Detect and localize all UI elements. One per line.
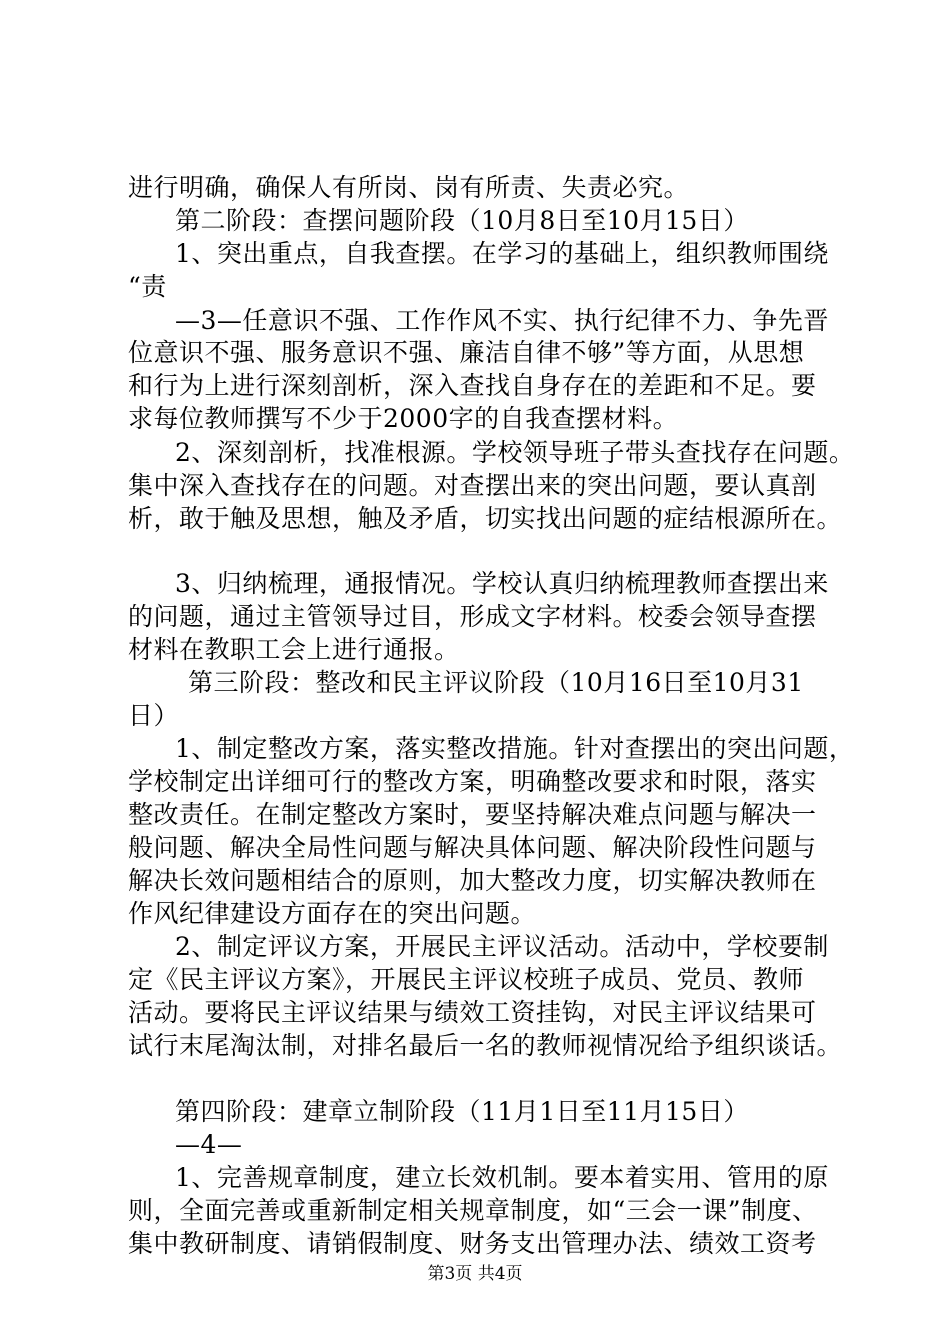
text-line: 作风纪律建设方面存在的突出问题。 bbox=[128, 899, 537, 928]
text-line: 日） bbox=[128, 701, 180, 730]
text-line: 求每位教师撰写不少于2000字的自我查摆材料。 bbox=[128, 404, 679, 433]
text-line: 1、突出重点，自我查摆。在学习的基础上，组织教师围绕 bbox=[175, 239, 829, 268]
text-line: 学校制定出详细可行的整改方案，明确整改要求和时限，落实 bbox=[128, 767, 817, 796]
text-line: 的问题，通过主管领导过目，形成文字材料。校委会领导查摆 bbox=[128, 602, 817, 631]
text-line: 活动。要将民主评议结果与绩效工资挂钩，对民主评议结果可 bbox=[128, 998, 817, 1027]
text-line: “责 bbox=[128, 272, 167, 301]
text-line: 进行明确，确保人有所岗、岗有所责、失责必究。 bbox=[128, 173, 690, 202]
text-line: 和行为上进行深刻剖析，深入查找自身存在的差距和不足。要 bbox=[128, 371, 817, 400]
text-line: 析，敢于触及思想，触及矛盾，切实找出问题的症结根源所在。 bbox=[128, 504, 843, 533]
text-line: 解决长效问题相结合的原则，加大整改力度，切实解决教师在 bbox=[128, 866, 817, 895]
text-line: 2、深刻剖析，找准根源。学校领导班子带头查找存在问题。 bbox=[175, 438, 855, 467]
section-heading: 第三阶段：整改和民主评议阶段（10月16日至10月31 bbox=[188, 668, 804, 697]
text-line: 试行末尾淘汰制，对排名最后一名的教师视情况给予组织谈话。 bbox=[128, 1031, 843, 1060]
page-footer: 第3页 共4页 bbox=[427, 1264, 523, 1284]
section-heading: 第二阶段：查摆问题阶段（10月8日至10月15日） bbox=[175, 206, 749, 235]
text-line: —3—任意识不强、工作作风不实、执行纪律不力、争先晋 bbox=[175, 306, 829, 335]
section-heading: 第四阶段：建章立制阶段（11月1日至11月15日） bbox=[175, 1097, 749, 1126]
text-line: 2、制定评议方案，开展民主评议活动。活动中，学校要制 bbox=[175, 932, 829, 961]
text-line: 位意识不强、服务意识不强、廉洁自律不够”等方面，从思想 bbox=[128, 338, 805, 367]
text-line: 材料在教职工会上进行通报。 bbox=[128, 635, 460, 664]
text-line: 3、归纳梳理，通报情况。学校认真归纳梳理教师查摆出来 bbox=[175, 569, 829, 598]
page-marker: —4— bbox=[175, 1130, 243, 1159]
text-line: 集中教研制度、请销假制度、财务支出管理办法、绩效工资考 bbox=[128, 1229, 817, 1258]
text-line: 则，全面完善或重新制定相关规章制度，如“三会一课”制度、 bbox=[128, 1196, 818, 1225]
text-line: 1、制定整改方案，落实整改措施。针对查摆出的突出问题， bbox=[175, 734, 855, 763]
text-line: 定《民主评议方案》，开展民主评议校班子成员、党员、教师 bbox=[128, 965, 805, 994]
text-line: 整改责任。在制定整改方案时，要坚持解决难点问题与解决一 bbox=[128, 800, 817, 829]
text-line: 集中深入查找存在的问题。对查摆出来的突出问题，要认真剖 bbox=[128, 471, 817, 500]
text-line: 般问题、解决全局性问题与解决具体问题、解决阶段性问题与 bbox=[128, 833, 817, 862]
text-line: 1、完善规章制度，建立长效机制。要本着实用、管用的原 bbox=[175, 1163, 829, 1192]
